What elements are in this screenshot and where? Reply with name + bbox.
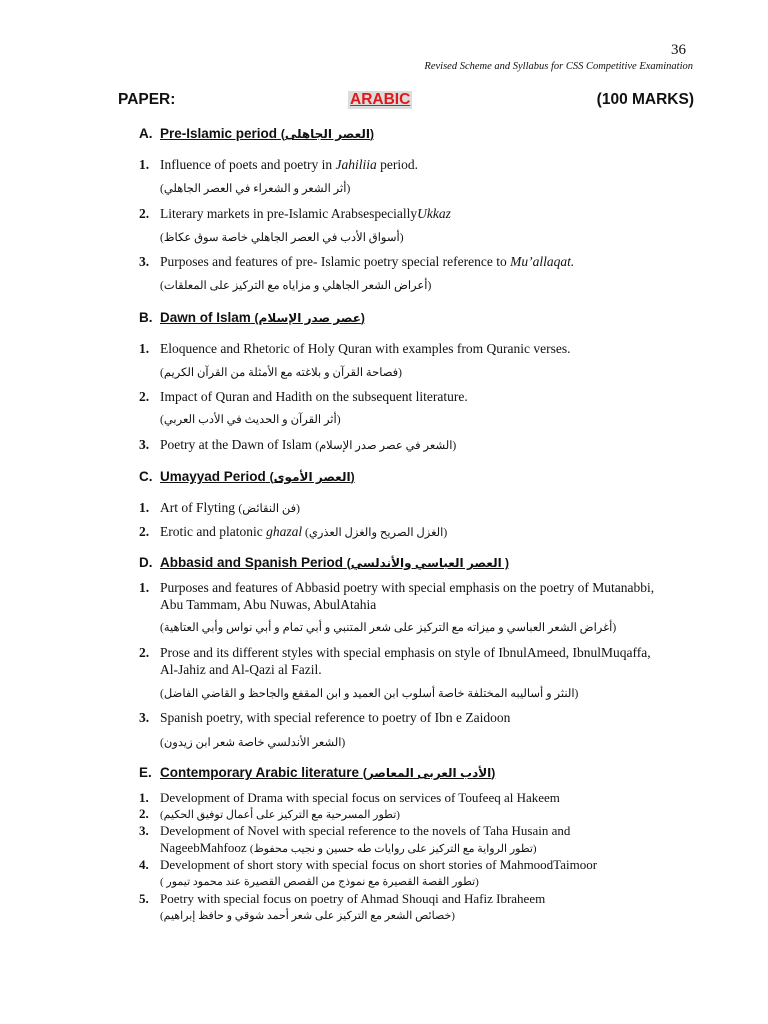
arabic-translation: (أسواق الأدب في العصر الجاهلي خاصة سوق عكاظ) [160,232,404,244]
marks-label: (100 MARKS) [596,91,694,108]
arabic-translation: (الشعر الأندلسي خاصة شعر ابن زيدون) [160,737,346,749]
arabic-translation: (فصاحة القرآن و بلاغته مع الأمثلة من القرآن الكريم) [160,367,403,379]
arabic-translation: (أثر الشعر و الشعراء في العصر الجاهلي) [160,183,351,195]
section-c-heading: C. Umayyad Period (العصر الأموى) [139,469,355,484]
arabic-translation: (أعراض الشعر الجاهلي و مزاياه مع التركيز على المعلقات) [160,280,432,292]
section-e-heading: E. Contemporary Arabic literature (الأدب العربى المعاصر) [139,765,496,780]
subject-label: ARABIC [350,91,411,108]
running-header: Revised Scheme and Syllabus for CSS Competitive Examination [424,61,693,72]
title-row [118,91,694,113]
arabic-translation: (أثر القرآن و الحديث في الأدب العربي) [160,414,341,426]
section-a-heading: A. Pre-Islamic period (العصر الجاهلى) [139,126,374,141]
section-b-heading: B. Dawn of Islam (عصر صدر الإسلام) [139,310,365,325]
arabic-translation: (النثر و أساليبه المختلفة خاصة أسلوب ابن العميد و ابن المقفع والجاحظ و القاضي الفاضل) [160,688,579,700]
arabic-translation: (أغراض الشعر العباسي و ميزاته مع التركيز على شعر المتنبي و أبي تمام و أبي نواس وأبي العتاهية) [160,622,617,634]
paper-label: PAPER: [118,91,176,108]
page-number: 36 [671,42,686,58]
section-d-heading: D. Abbasid and Spanish Period (العصر العباسي والأندلسي ) [139,555,510,570]
